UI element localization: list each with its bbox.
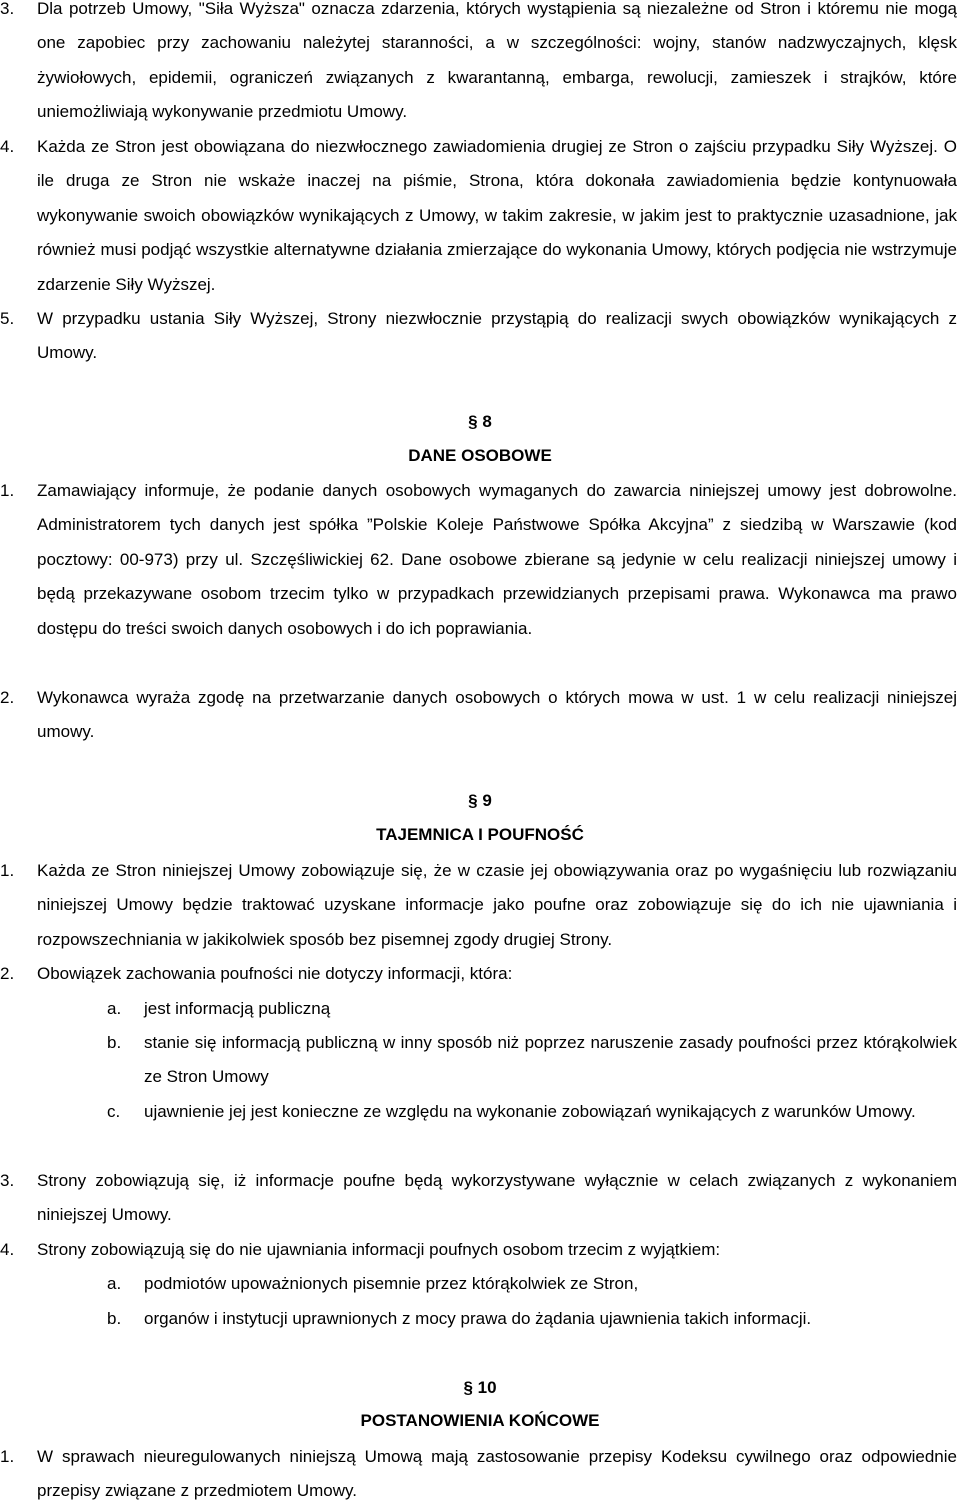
paragraph-number: 4. bbox=[0, 137, 15, 156]
paragraph-s9-1 bbox=[0, 854, 957, 957]
paragraph-text: W przypadku ustania Siły Wyższej, Strony niezwłocznie przystąpią do realizacji swych obowiązków wynikających z Umowy. bbox=[37, 309, 957, 363]
paragraph-s7-3 bbox=[0, 0, 957, 130]
list-item-text: organów i instytucji uprawnionych z mocy prawa do żądania ujawnienia takich informacji. bbox=[144, 1309, 812, 1328]
list-item-letter: c. bbox=[107, 1102, 121, 1121]
paragraph-number: 2. bbox=[0, 688, 15, 707]
section-title: POSTANOWIENIA KOŃCOWE bbox=[360, 1411, 600, 1430]
list-item-s9-4a bbox=[107, 1267, 957, 1301]
paragraph-number: 5. bbox=[0, 309, 15, 328]
list-item-letter: a. bbox=[107, 1274, 122, 1293]
paragraph-number: 3. bbox=[0, 1171, 15, 1190]
paragraph-s9-2 bbox=[0, 957, 957, 991]
list-item-s9-2a bbox=[107, 992, 957, 1026]
section-number: § 8 bbox=[468, 412, 492, 431]
paragraph-number: 2. bbox=[0, 964, 15, 983]
paragraph-text: Strony zobowiązują się do nie ujawniania informacji poufnych osobom trzecim z wyjątkiem: bbox=[37, 1240, 721, 1259]
paragraph-number: 4. bbox=[0, 1240, 15, 1259]
list-item-text: stanie się informacją publiczną w inny sposób niż poprzez naruszenie zasady poufności przez którąkolwiek ze Stron Umowy bbox=[144, 1033, 957, 1087]
paragraph-number: 3. bbox=[0, 0, 15, 18]
section-title: DANE OSOBOWE bbox=[408, 446, 552, 465]
list-item-letter: a. bbox=[107, 999, 122, 1018]
list-item-text: podmiotów upoważnionych pisemnie przez którąkolwiek ze Stron, bbox=[144, 1274, 639, 1293]
section-number: § 10 bbox=[463, 1378, 497, 1397]
section-number: § 9 bbox=[468, 791, 492, 810]
paragraph-text: W sprawach nieuregulowanych niniejszą Umową mają zastosowanie przepisy Kodeksu cywilnego oraz odpowiednie przepisy związane z przedmiotem Umowy. bbox=[37, 1447, 957, 1501]
paragraph-text: Obowiązek zachowania poufności nie dotyczy informacji, która: bbox=[37, 964, 513, 983]
paragraph-text: Każda ze Stron niniejszej Umowy zobowiązuje się, że w czasie jej obowiązywania oraz po wygaśnięciu lub rozwiązaniu niniejszej Umowy będzie traktować uzyskane informacje jako poufne oraz zobowiązuje się do ich nie ujawniania i rozpowszechniania w jakikolwiek sposób bez pisemnej zgody drugiej Strony. bbox=[37, 861, 957, 949]
paragraph-s9-4 bbox=[0, 1233, 957, 1267]
paragraph-s8-1 bbox=[0, 474, 957, 646]
paragraph-number: 1. bbox=[0, 481, 15, 500]
list-item-s9-2b bbox=[107, 1026, 957, 1095]
paragraph-text: Dla potrzeb Umowy, "Siła Wyższa" oznacza zdarzenia, których wystąpienia są niezależne od Stron i któremu nie mogą one zapobiec przy zachowaniu należytej staranności, a w szczególności: wojny, stanów nadzwyczajnych, klęsk żywiołowych, epidemii, ograniczeń związanych z kwarantanną, embarga, rewolucji, zamieszek i strajków, które uniemożliwiają wykonywanie przedmiotu Umowy. bbox=[37, 0, 957, 122]
list-item-text: ujawnienie jej jest konieczne ze względu na wykonanie zobowiązań wynikających z warunków Umowy. bbox=[144, 1102, 916, 1121]
section-title: TAJEMNICA I POUFNOŚĆ bbox=[376, 825, 584, 844]
paragraph-s9-3 bbox=[0, 1164, 957, 1233]
paragraph-text: Zamawiający informuje, że podanie danych osobowych wymaganych do zawarcia niniejszej umowy jest dobrowolne. Administratorem tych danych jest spółka ”Polskie Koleje Państwowe Spółka Akcyjna” z siedzibą w Warszawie (kod pocztowy: 00-973) przy ul. Szczęśliwickiej 62. Dane osobowe zbierane są jedynie w celu realizacji niniejszej umowy i będą przekazywane osobom trzecim tylko w przypadkach przewidzianych przepisami prawa. Wykonawca ma prawo dostępu do treści swoich danych osobowych i do ich poprawiania. bbox=[37, 481, 957, 638]
list-item-letter: b. bbox=[107, 1309, 122, 1328]
paragraph-text: Strony zobowiązują się, iż informacje poufne będą wykorzystywane wyłącznie w celach związanych z wykonaniem niniejszej Umowy. bbox=[37, 1171, 957, 1225]
paragraph-number: 1. bbox=[0, 861, 15, 880]
paragraph-s7-5 bbox=[0, 302, 957, 371]
list-item-letter: b. bbox=[107, 1033, 122, 1052]
paragraph-s8-2 bbox=[0, 681, 957, 750]
paragraph-number: 1. bbox=[0, 1447, 15, 1466]
list-item-text: jest informacją publiczną bbox=[144, 999, 331, 1018]
paragraph-text: Wykonawca wyraża zgodę na przetwarzanie danych osobowych o których mowa w ust. 1 w celu realizacji niniejszej umowy. bbox=[37, 688, 957, 742]
list-item-s9-4b bbox=[107, 1302, 957, 1336]
paragraph-text: Każda ze Stron jest obowiązana do niezwłocznego zawiadomienia drugiej ze Stron o zajściu przypadku Siły Wyższej. O ile druga ze Stron nie wskaże inaczej na piśmie, Strona, która dokonała zawiadomienia będzie kontynuowała wykonywanie swoich obowiązków wynikających z Umowy, w takim zakresie, w jakim jest to praktycznie uzasadnione, jak również musi podjąć wszystkie alternatywne działania zmierzające do wykonania Umowy, których podjęcia nie wstrzymuje zdarzenie Siły Wyższej. bbox=[37, 137, 957, 294]
paragraph-s7-4 bbox=[0, 130, 957, 302]
paragraph-s10-1 bbox=[0, 1440, 957, 1509]
list-item-s9-2c bbox=[107, 1095, 957, 1129]
